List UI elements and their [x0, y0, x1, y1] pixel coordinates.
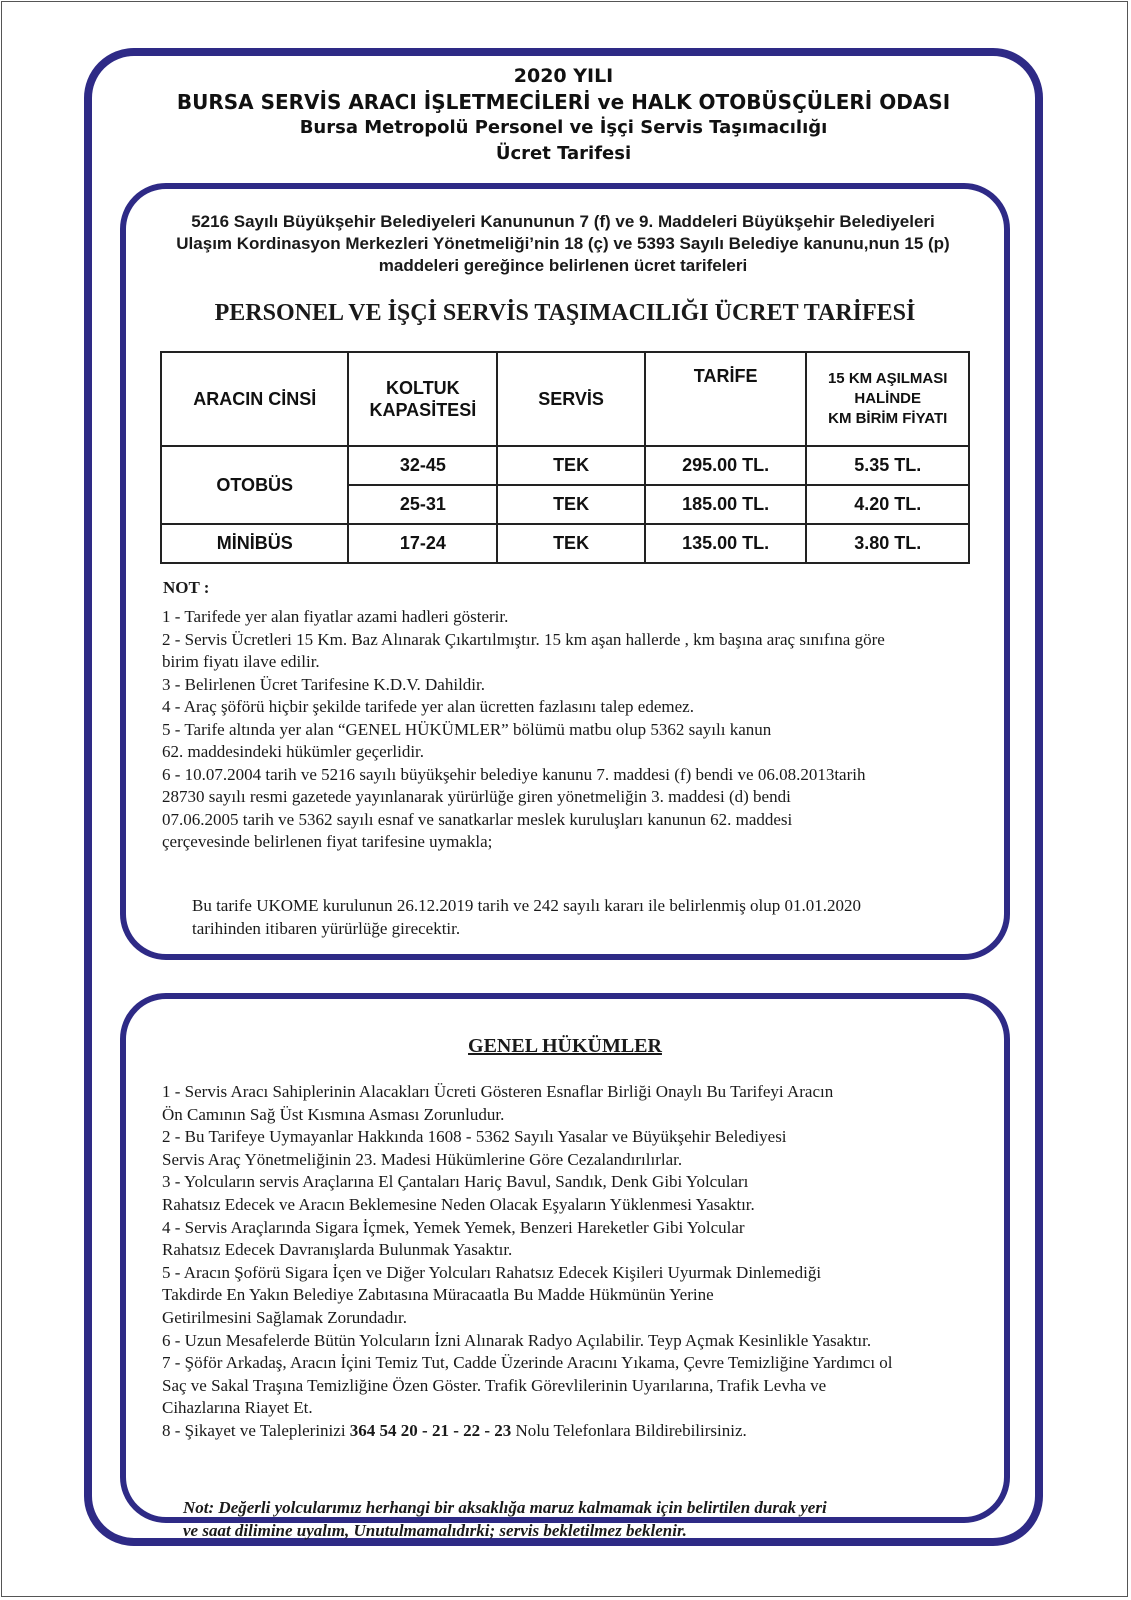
provision-item: 6 - Uzun Mesafelerde Bütün Yolcuların İzni Alınarak Radyo Açılabilir. Teyp Açmak Kesinlikle Yasaktır.: [162, 1330, 872, 1350]
year-line: 2020 YILI: [513, 65, 614, 87]
km-price-cell: 4.20 TL.: [806, 485, 969, 524]
provision-item: 1 - Servis Aracı Sahiplerinin Alacakları Ücreti Gösteren Esnaflar Birliği Onaylı Bu Tarifeyi Aracın Ön Camının Sağ Üst Kısmına Asması Zorunludur.: [162, 1082, 834, 1124]
tariff-table: [160, 351, 970, 564]
closing-statement: Bu tarife UKOME kurulunun 26.12.2019 tarih ve 242 sayılı kararı ile belirlenmiş olup 01.01.2020 tarihinden itibaren yürürlüğe girecektir.: [192, 896, 862, 938]
notes-list: [162, 606, 1002, 854]
header-tariff: TARİFE: [645, 352, 807, 446]
note-item: 4 - Araç şöförü hiçbir şekilde tarifede yer alan ücretten fazlasını talep edemez.: [162, 697, 694, 716]
header: [92, 64, 1035, 167]
tariff-title: PERSONEL VE İŞÇİ SERVİS TAŞIMACILIĞI ÜCRET TARİFESİ: [214, 300, 916, 326]
note-item: 5 - Tarife altında yer alan “GENEL HÜKÜMLER” bölümü matbu olup 5362 sayılı kanun 62. maddesindeki hükümler geçerlidir.: [162, 719, 772, 761]
header-vehicle-type: ARACIN CİNSİ: [161, 352, 348, 446]
service-cell: TEK: [497, 446, 645, 485]
preamble-line: maddeleri gereğince belirlenen ücret tarifeleri: [378, 256, 748, 275]
capacity-cell: 17-24: [348, 524, 497, 563]
general-provisions-title: GENEL HÜKÜMLER: [468, 1035, 662, 1057]
provision-item: 5 - Aracın Şoförü Sigara İçen ve Diğer Yolcuları Rahatsız Edecek Kişileri Uyurmak Dinlemediği Takdirde En Yakın Belediye Zabıtasına Müracaatla Bu Madde Hükmünün Yerine Getirilmesini Sağlamak Zorundadır.: [162, 1262, 822, 1327]
header-km-unit-price: 15 KM AŞILMASI HALİNDE KM BİRİM FİYATI: [806, 352, 969, 446]
vehicle-type-cell: MİNİBÜS: [161, 524, 348, 563]
service-cell: TEK: [497, 524, 645, 563]
provision-item: 3 - Yolcuların servis Araçlarına El Çantaları Hariç Bavul, Sandık, Denk Gibi Yolcuları Rahatsız Edecek ve Aracın Beklemesine Neden Olacak Eşyaların Yüklenmesi Yasaktır.: [162, 1172, 755, 1214]
preamble-line: Ulaşım Kordinasyon Merkezleri Yönetmeliği’nin 18 (ç) ve 5393 Sayılı Belediye kanunu,nun 15 (p): [176, 234, 950, 253]
notes-heading: NOT :: [163, 578, 210, 597]
preamble-line: 5216 Sayılı Büyükşehir Belediyeleri Kanununun 7 (f) ve 9. Maddeleri Büyükşehir Belediyeleri: [191, 212, 935, 231]
preamble: [128, 211, 998, 277]
table-row: [161, 524, 969, 563]
tariff-cell: 135.00 TL.: [645, 524, 807, 563]
provision-item: 8 - Şikayet ve Taleplerinizi 364 54 20 - 21 - 22 - 23 Nolu Telefonlara Bildirebilirsiniz.: [162, 1420, 747, 1440]
provision-item: 2 - Bu Tarifeye Uymayanlar Hakkında 1608 - 5362 Sayılı Yasalar ve Büyükşehir Belediyesi Servis Araç Yönetmeliğinin 23. Madesi Hükümlerine Göre Cezalandırılırlar.: [162, 1127, 787, 1169]
note-item: 2 - Servis Ücretleri 15 Km. Baz Alınarak Çıkartılmıştır. 15 km aşan hallerde , km başına araç sınıfına göre birim fiyatı ilave edilir.: [162, 629, 885, 671]
km-price-cell: 3.80 TL.: [806, 524, 969, 563]
km-price-cell: 5.35 TL.: [806, 446, 969, 485]
document-name: Ücret Tarifesi: [495, 143, 632, 164]
note-item: 3 - Belirlenen Ücret Tarifesine K.D.V. Dahildir.: [162, 674, 485, 694]
capacity-cell: 32-45: [348, 446, 497, 485]
provision-item: 7 - Şöför Arkadaş, Aracın İçini Temiz Tut, Cadde Üzerinde Aracını Yıkama, Çevre Temizliğine Yardımcı ol Saç ve Sakal Traşına Temizliğine Özen Göster. Trafik Görevlilerinin Uyarılarına, Trafik Levha ve Cihazlarına Riayet Et.: [162, 1353, 893, 1418]
vehicle-type-cell: OTOBÜS: [161, 446, 348, 524]
general-provisions-list: [162, 1081, 1012, 1443]
header-seat-capacity: KOLTUK KAPASİTESİ: [348, 352, 497, 446]
note-item: 6 - 10.07.2004 tarih ve 5216 sayılı büyükşehir belediye kanunu 7. maddesi (f) bendi ve 06.08.2013tarih 28730 sayılı resmi gazetede yayınlanarak yürürlüğe giren yönetmeliğin 3. maddesi (d) bendi 07.06.2005 tarih ve 5362 sayılı esnaf ve sanatkarlar meslek kuruluşları kanunun 62. maddesi çerçevesinde belirlenen fiyat tarifesine uymakla;: [162, 764, 866, 851]
tariff-cell: 185.00 TL.: [645, 485, 807, 524]
organization-name: BURSA SERVİS ARACI İŞLETMECİLERİ ve HALK OTOBÜSÇÜLERİ ODASI: [176, 90, 951, 114]
capacity-cell: 25-31: [348, 485, 497, 524]
phone-numbers: 364 54 20 - 21 - 22 - 23: [349, 1420, 512, 1440]
service-cell: TEK: [497, 485, 645, 524]
provision-item: 4 - Servis Araçlarında Sigara İçmek, Yemek Yemek, Benzeri Hareketler Gibi Yolcular Rahatsız Edecek Davranışlarda Bulunmak Yasaktır.: [162, 1217, 745, 1260]
tariff-cell: 295.00 TL.: [645, 446, 807, 485]
table-row: [161, 446, 969, 485]
header-subtitle: Bursa Metropolü Personel ve İşçi Servis Taşımacılığı: [299, 117, 828, 138]
note-item: 1 - Tarifede yer alan fiyatlar azami hadleri gösterir.: [162, 607, 509, 626]
passenger-note: Not: Değerli yolcularımız herhangi bir aksaklığa maruz kalmamak için belirtilen durak yeri ve saat dilimine uyalım, Unutulmamalıdırki; servis bekletilmez beklenir.: [183, 1498, 827, 1540]
header-service: SERVİS: [497, 352, 645, 446]
table-header-row: [161, 352, 969, 446]
